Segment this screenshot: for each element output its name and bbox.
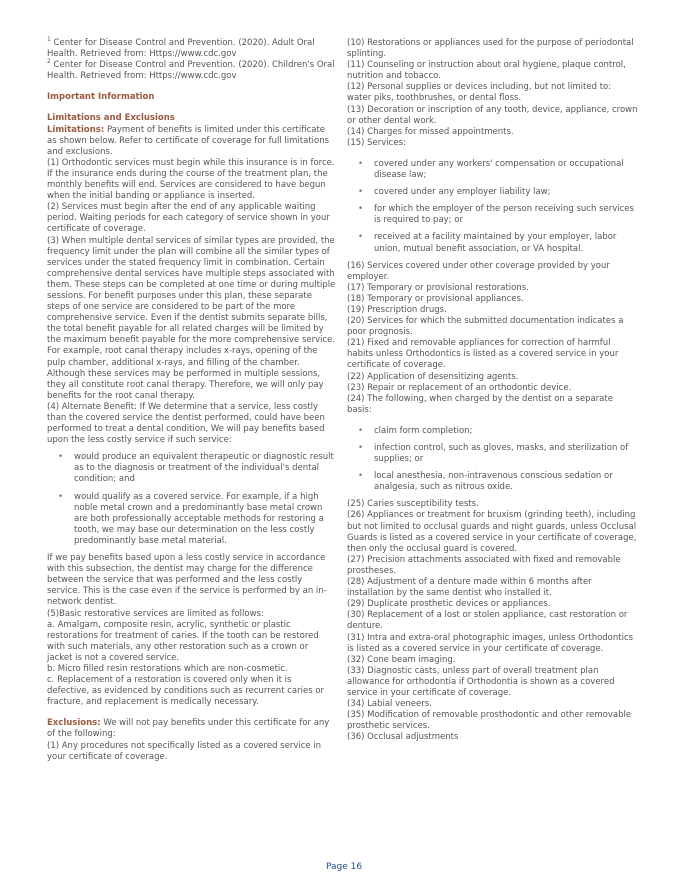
exclusion-item: (11) Counseling or instruction about oral hygiene, plaque control, nutrition and tobacco.: [347, 60, 626, 82]
separate-charges-list: [347, 426, 638, 493]
exclusion-item: (34) Labial veneers.: [347, 699, 432, 710]
exclusion-item: (15) Services:: [347, 137, 406, 148]
exclusion-item: (30) Replacement of a lost or stolen appliance, cast restoration or denture.: [347, 610, 628, 632]
limitation-item: (2) Services must begin after the end of any applicable waiting period. Waiting periods for each category of service shown in your certificate of coverage.: [47, 202, 330, 235]
exclusion-item: (12) Personal supplies or devices including, but not limited to: water piks, toothbrushes, or dental floss.: [347, 82, 612, 104]
exclusion-item: (10) Restorations or appliances used for the purpose of periodontal splinting.: [347, 38, 634, 60]
exclusion-item: (16) Services covered under other coverage provided by your employer.: [347, 260, 610, 282]
alternate-benefit-list: [47, 452, 336, 547]
limitation-item: (1) Orthodontic services must begin while this insurance is in force. If the insurance ends during the course of the treatment plan, the monthly benefits will end. Services are considered to have begun when the initial banding or appliance is inserted.: [47, 157, 335, 202]
list-item: • claim form completion;: [374, 426, 638, 437]
exclusion-item: (24) The following, when charged by the dentist on a separate basis:: [347, 393, 613, 415]
exclusion-item: (19) Prescription drugs.: [347, 304, 447, 315]
restorative-item: b. Micro filled resin restorations which are non-cosmetic.: [47, 663, 288, 674]
important-heading: Important Information: [47, 92, 155, 103]
footnote: $^1$ Center for Disease Control and Prevention. (2020). Adult Oral Health. Retrieved from: Https://www.cdc.gov: [47, 36, 315, 60]
exclusion-item: (36) Occlusal adjustments: [347, 732, 459, 743]
exclusion-item: (28) Adjustment of a denture made within 6 months after installation by the same dentist who installed it.: [347, 577, 592, 599]
list-item: • infection control, such as gloves, masks, and sterilization of supplies; or: [374, 443, 638, 465]
exclusions-intro: Exclusions: We will not pay benefits under this certificate for any of the following:: [47, 718, 330, 740]
exclusion-item: (26) Appliances or treatment for bruxism (grinding teeth), including but not limited to occlusal guards and night guards, unless Occlusal Guards is listed as a covered service in your certificate of coverage, then only the occlusal guard is covered.: [347, 510, 637, 554]
exclusion-item: (35) Modification of removable prosthodontic and other removable prosthetic services.: [347, 710, 632, 732]
alternate-benefit-note: If we pay benefits based upon a less costly service in accordance with this subsection, the dentist may charge for the difference between the service that was performed and the less costly service. This is the case even if the service is performed by an in-network dentist.: [47, 553, 327, 608]
exclusion-item: (14) Charges for missed appointments.: [347, 126, 514, 137]
exclusion-item: (17) Temporary or provisional restorations.: [347, 282, 529, 293]
exclusion-item: (1) Any procedures not specifically listed as a covered service in your certificate of coverage.: [47, 740, 322, 762]
exclusion-item: (31) Intra and extra-oral photographic images, unless Orthodontics is listed as a covered service in your certificate of coverage.: [347, 632, 634, 654]
limitations-exclusions-heading: Limitations and Exclusions: [47, 113, 175, 124]
exclusion-item: (23) Repair or replacement of an orthodontic device.: [347, 382, 572, 393]
exclusion-item: (20) Services for which the submitted documentation indicates a poor prognosis.: [347, 316, 624, 338]
page-number: Page 16: [325, 862, 363, 872]
restorative-item: a. Amalgam, composite resin, acrylic, synthetic or plastic restorations for treatment of caries. If the tooth can be restored with such materials, any other restoration such as a crown or jacket is not a covered service.: [47, 619, 319, 663]
limitations-intro: Limitations: Payment of benefits is limited under this certificate as shown below. Refer to certificate of coverage for full limitations and exclusions.: [47, 124, 330, 157]
exclusion-item: (27) Precision attachments associated with fixed and removable prostheses.: [347, 554, 621, 576]
list-item: • covered under any employer liability law;: [374, 187, 638, 198]
limitation-item: (4) Alternate Benefit: If We determine that a service, less costly than the covered service the dentist performed, could have been performed to treat a dental condition, We will pay benefits based upon the less costly service if such service:: [47, 401, 325, 446]
list-item: • would qualify as a covered service. For example, if a high noble metal crown and a predominantly base metal crown are both professionally acceptable methods for restoring a tooth, we may base our determination on the less costly predominantly base metal material.: [74, 492, 336, 547]
exclusion-item: (13) Decoration or inscription of any tooth, device, appliance, crown or other dental work.: [347, 104, 638, 126]
footnote: $^2$ Center for Disease Control and Prevention. (2020). Children's Oral Health. Retrieved from: Https://www.cdc.gov: [47, 58, 335, 82]
list-item: • for which the employer of the person receiving such services is required to pay; or: [374, 204, 638, 226]
exclusion-item: (18) Temporary or provisional appliances.: [347, 293, 524, 304]
restorative-item: c. Replacement of a restoration is covered only when it is defective, as evidenced by conditions such as recurrent caries or fracture, and replacement is medically necessary.: [47, 675, 325, 708]
exclusion-item: (33) Diagnostic casts, unless part of overall treatment plan allowance for orthodontia if Orthodontia is shown as a covered service in your certificate of coverage.: [347, 665, 615, 698]
services-list: [347, 159, 638, 255]
exclusion-item: (32) Cone beam imaging.: [347, 654, 456, 665]
left-column: [47, 38, 336, 763]
list-item: • would produce an equivalent therapeutic or diagnostic result as to the diagnosis or treatment of the individual's dental condition; and: [74, 452, 336, 485]
restorative-item: (5)Basic restorative services are limited as follows:: [47, 608, 264, 619]
limitation-item: (3) When multiple dental services of similar types are provided, the frequency limit under the plan will combine all the similar types of services under the stated frequency limit in combination. Certain comprehensive dental services have multiple steps associated with them. These steps can be completed at one time or during multiple sessions. For benefit purposes under this plan, these separate steps of one service are considered to be part of the more comprehensive service. Even if the dentist submits separate bills, the total benefit payable for all related charges will be limited by the maximum benefit payable for the more comprehensive service. For example, root canal therapy includes x-rays, opening of the pulp chamber, additional x-rays, and filling of the chamber. Although these services may be performed in multiple sessions, they all constitute root canal therapy. Therefore, we will only pay benefits for the root canal therapy.: [47, 235, 336, 401]
list-item: • local anesthesia, non-intravenous conscious sedation or analgesia, such as nitrous oxide.: [374, 471, 638, 493]
right-column: [347, 38, 638, 743]
exclusion-item: (22) Application of desensitizing agents.: [347, 371, 519, 382]
exclusion-item: (21) Fixed and removable appliances for correction of harmful habits unless Orthodontics is listed as a covered service in your certificate of coverage.: [347, 338, 619, 371]
list-item: • received at a facility maintained by your employer, labor union, mutual benefit association, or VA hospital.: [374, 232, 638, 254]
list-item: • covered under any workers' compensation or occupational disease law;: [374, 159, 638, 181]
exclusion-item: (25) Caries susceptibility tests.: [347, 499, 479, 510]
exclusion-item: (29) Duplicate prosthetic devices or appliances.: [347, 599, 551, 610]
